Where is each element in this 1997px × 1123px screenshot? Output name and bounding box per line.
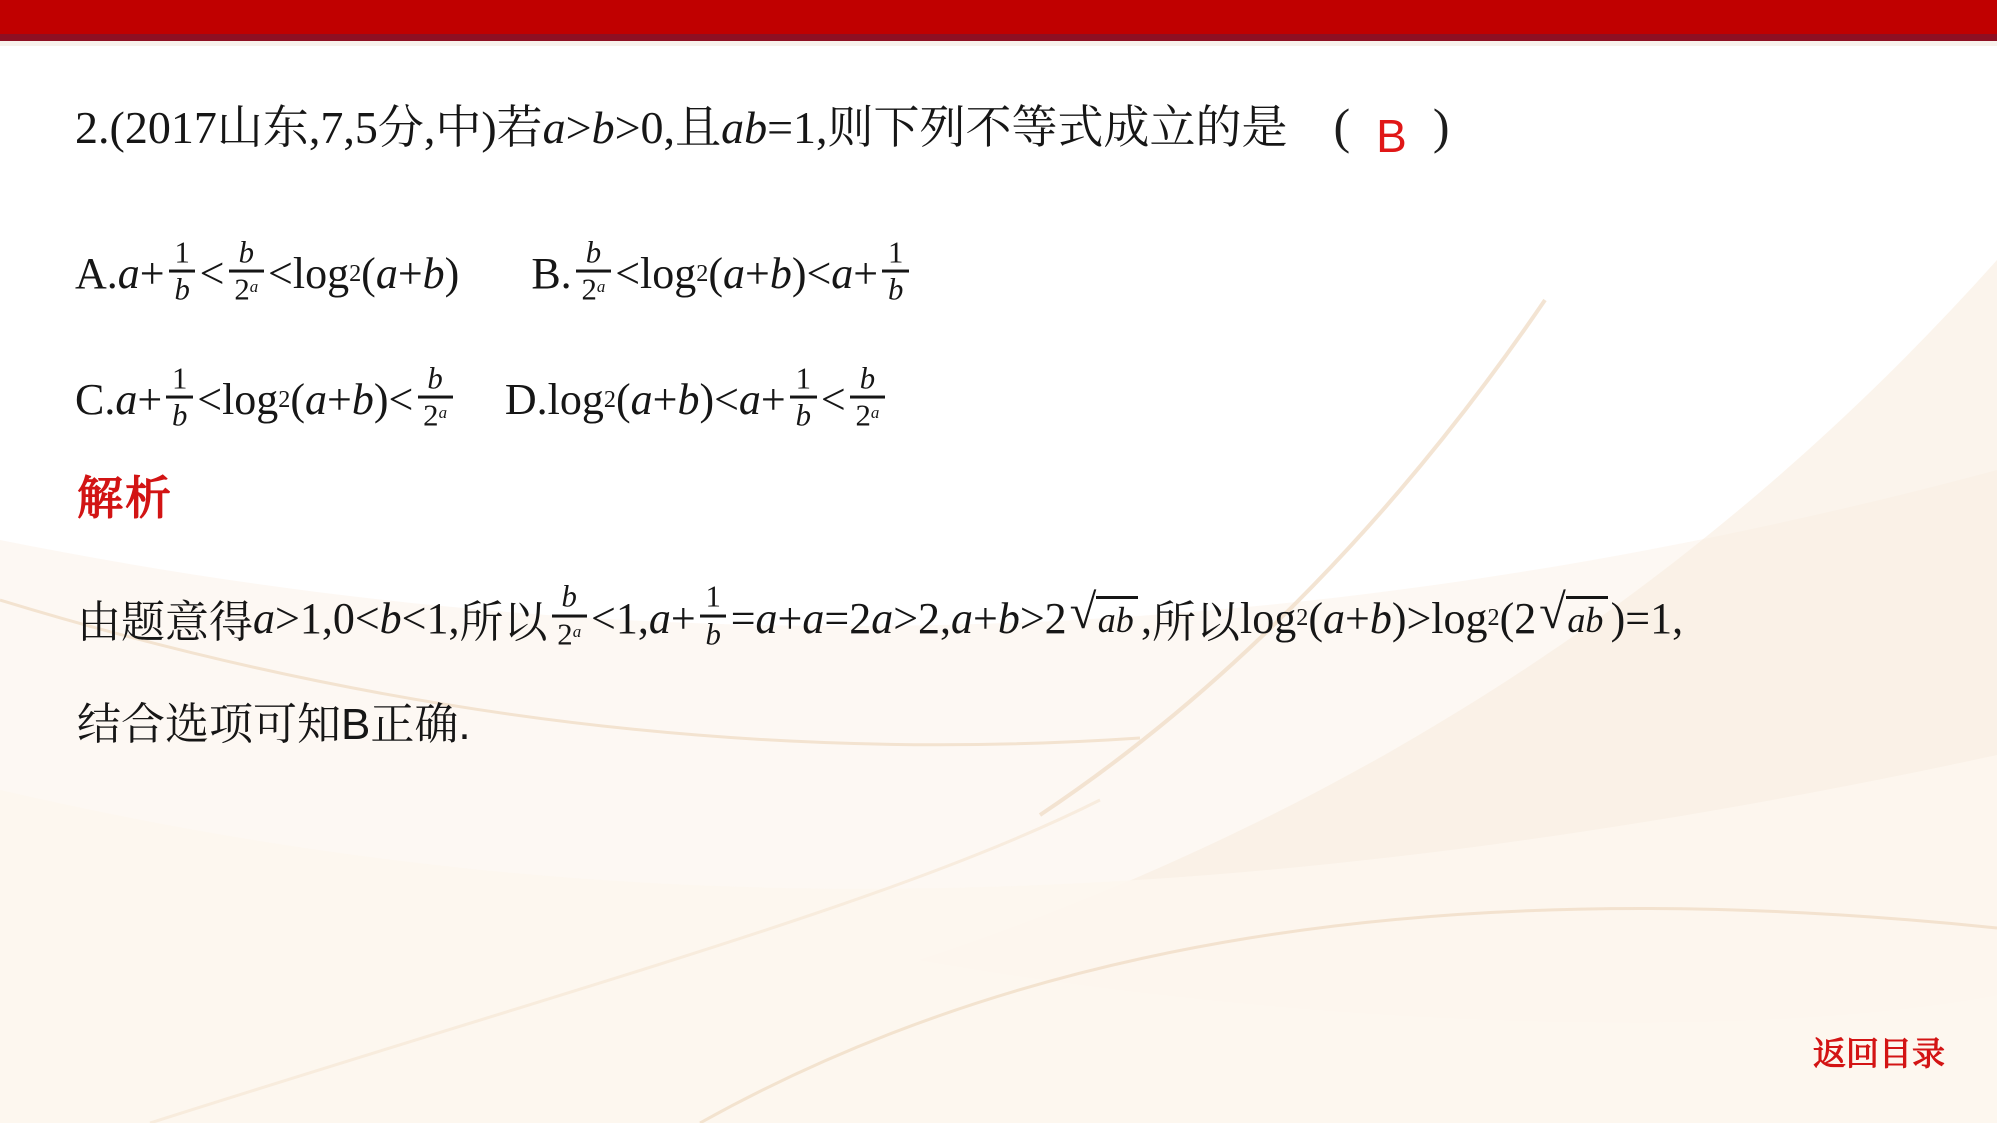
solution-line-2: 结合选项可知B正确. [77,700,471,749]
option-b: B. $\frac{b}{2^a}$ <log 2 ( a + b )< a + $\frac{1}{b}$ [531,238,913,310]
answer-open-paren: ( [1333,98,1351,154]
question-stem: 2.(2017山东,7,5分,中)若a>b>0,且ab=1,则下列不等式成立的是 [75,102,1288,153]
option-a: A. a + $\frac{1}{b}$ < $\frac{b}{2^a}$ <log 2 ( a + b ) [75,235,460,307]
options-row-2 [75,332,889,467]
top-banner-accent [0,34,1997,41]
answer-close-paren: ) [1432,98,1450,154]
top-banner-highlight [0,41,1997,46]
question-line [75,95,1450,162]
solution-line-1: 由题意得 a >1,0< b <1, 所以 $\frac{b}{2^a}$ <1, a + $\frac{1}{b}$ = a + a =2 a >2, a + b >2 √ ab , 所以 log 2 ( a + b )>log 2 (2 √ ab )=1, [77,579,1684,652]
back-to-toc-link[interactable]: 返回目录 [1813,1035,1945,1072]
options-row-1 [75,206,913,341]
top-banner-primary [0,0,1997,34]
answer-letter: B [1376,110,1407,162]
option-c: C. a + $\frac{1}{b}$ <log 2 ( a + b )< $\frac{b}{2^a}$ [75,364,457,436]
option-d: D.log 2 ( a + b )< a + $\frac{1}{b}$ < $\frac{b}{2^a}$ [505,364,889,436]
analysis-heading: 解析 [77,472,173,524]
